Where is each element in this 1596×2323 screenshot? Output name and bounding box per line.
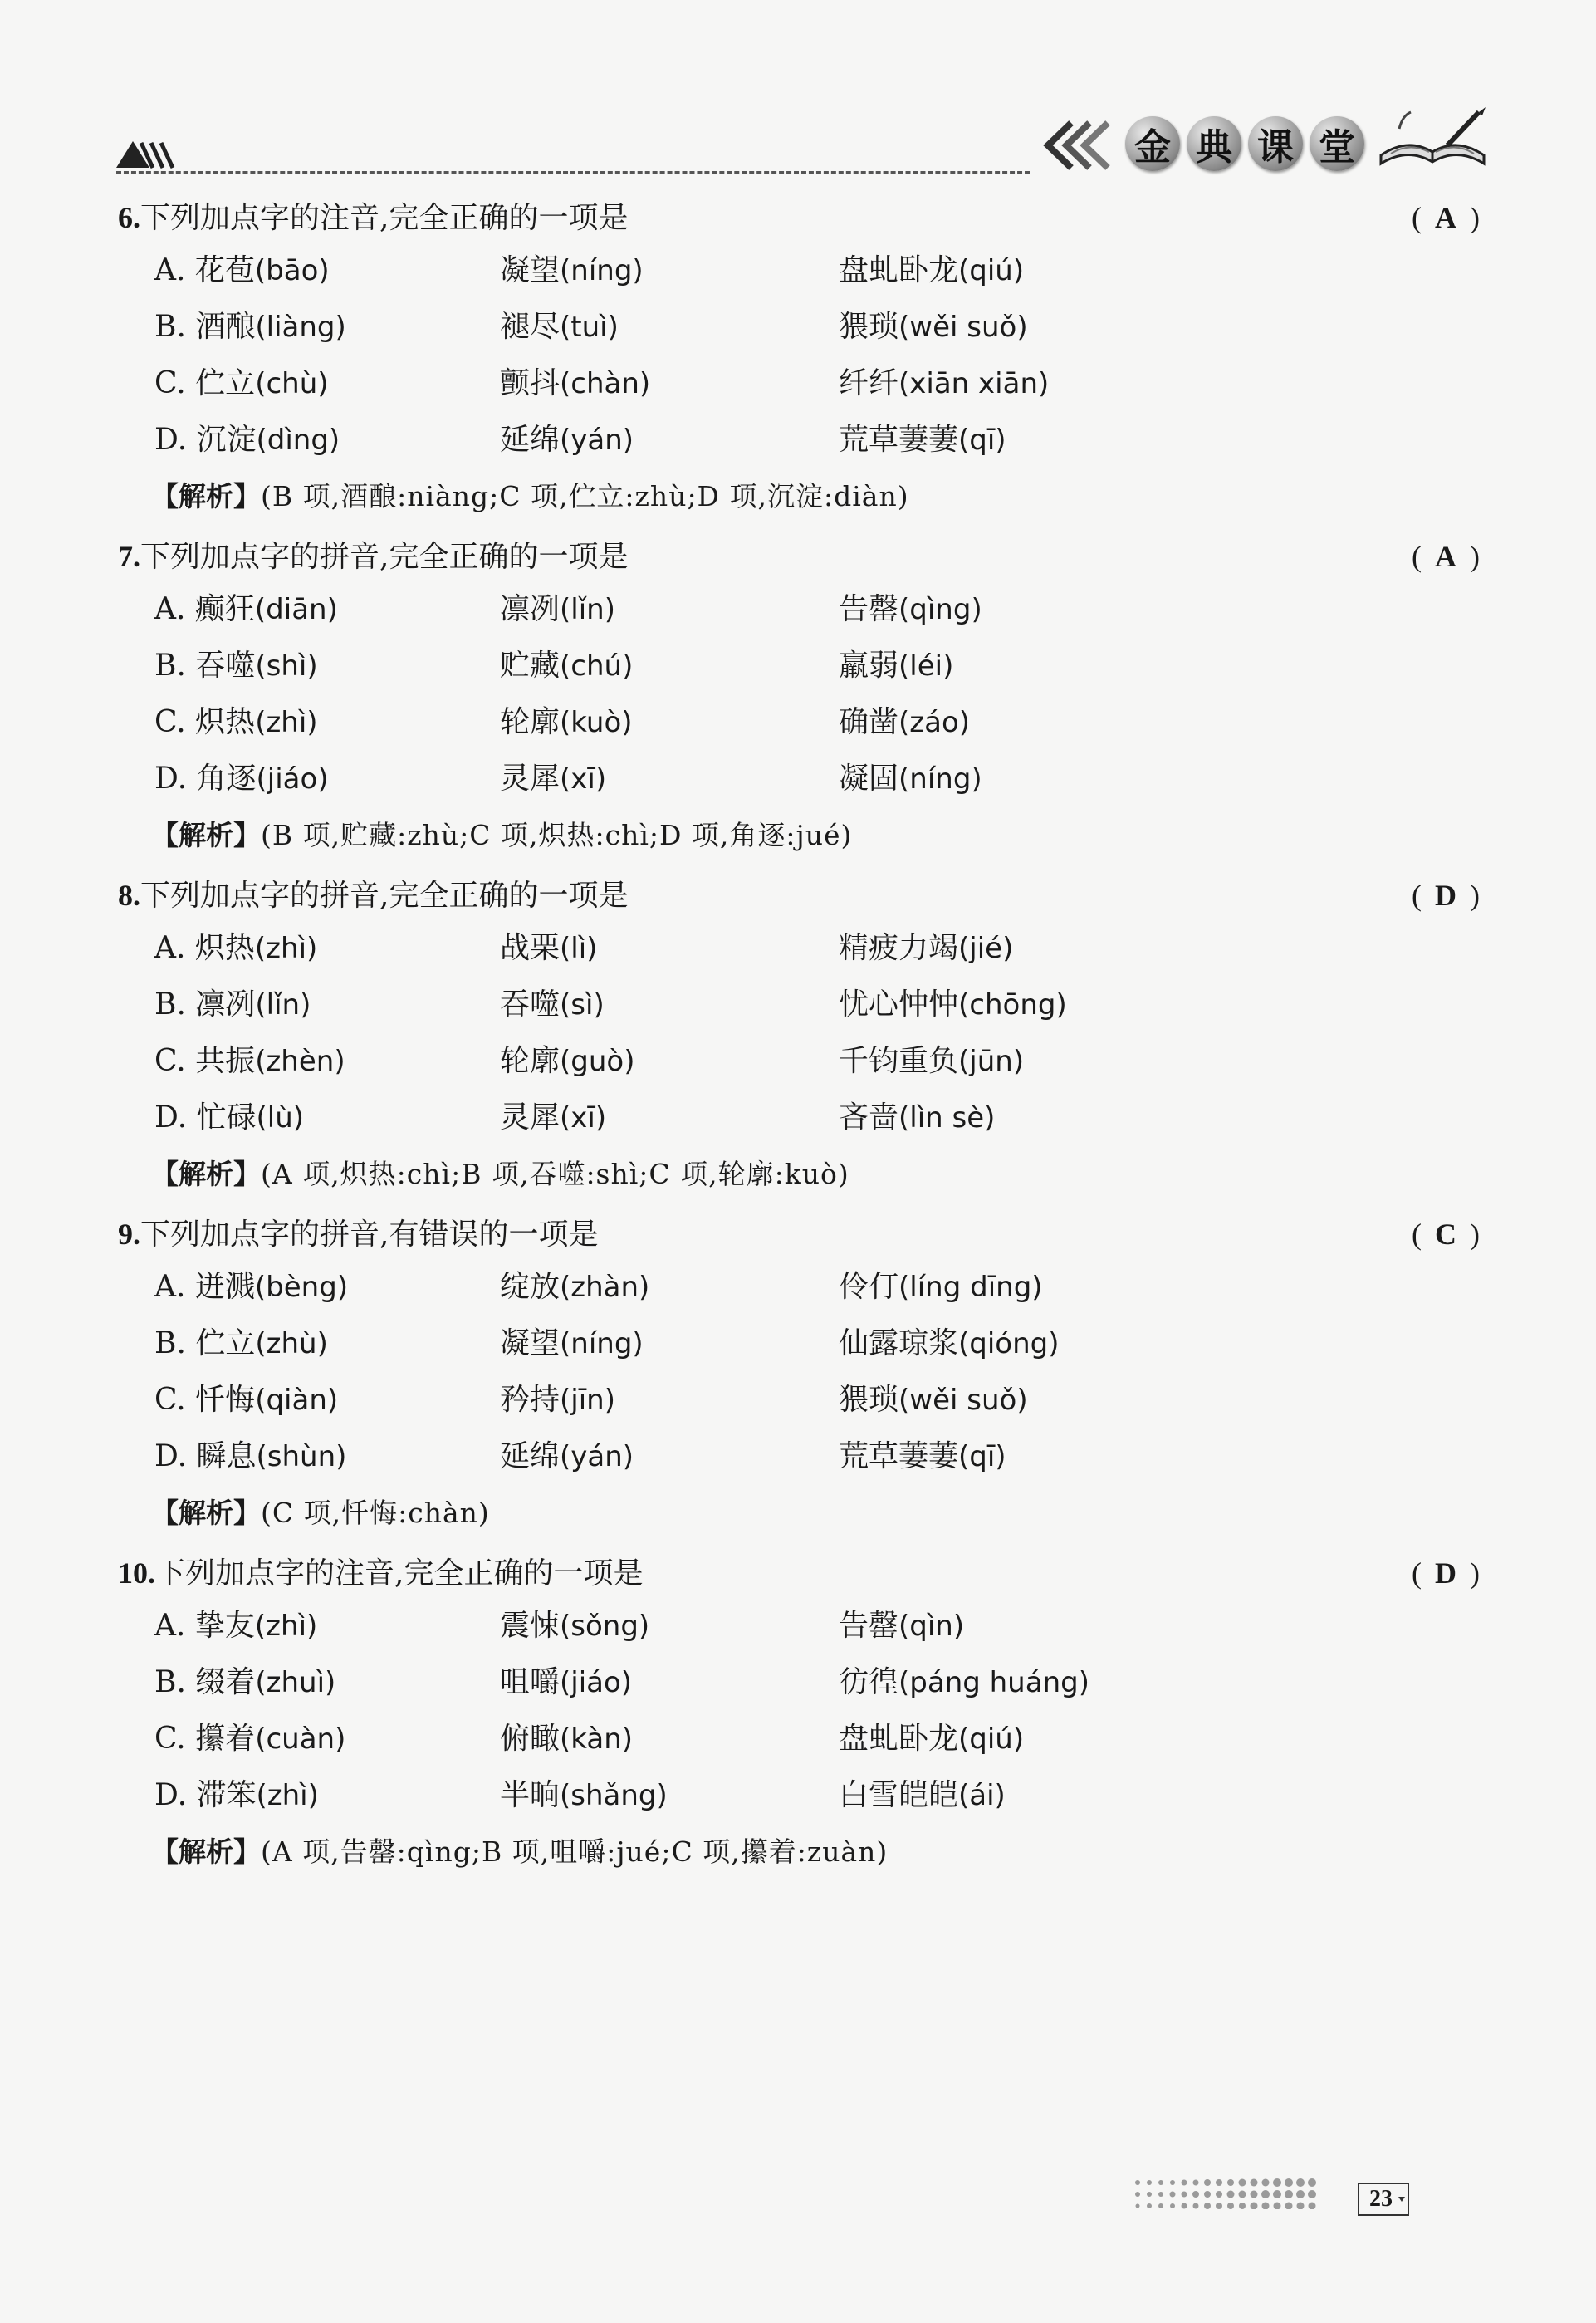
option-letter: D. bbox=[154, 1778, 188, 1812]
option-item bbox=[500, 1429, 634, 1485]
analysis-label: 【解析】 bbox=[151, 1835, 261, 1868]
option-item bbox=[839, 412, 1006, 468]
option-pinyin: (lì) bbox=[560, 932, 598, 965]
analysis-line bbox=[151, 807, 1480, 864]
option-pinyin: (jīn) bbox=[560, 1384, 615, 1417]
option-word: 战栗 bbox=[500, 931, 561, 965]
option-item bbox=[154, 1711, 345, 1767]
option-pinyin: (shì) bbox=[255, 649, 318, 683]
answer-bracket: ( A ) bbox=[1412, 193, 1480, 243]
option-item bbox=[500, 1033, 634, 1090]
option-word: 颤抖 bbox=[500, 366, 561, 400]
option-item bbox=[500, 412, 634, 468]
option-pinyin: (bèng) bbox=[254, 1271, 349, 1304]
option-word: 延绵 bbox=[500, 1439, 561, 1473]
option-word: 贮藏 bbox=[500, 649, 561, 683]
option-word: 伫立 bbox=[195, 366, 256, 400]
option-row bbox=[118, 355, 1480, 412]
option-row bbox=[118, 1316, 1480, 1372]
analysis-line bbox=[151, 1485, 1480, 1541]
option-item bbox=[500, 638, 633, 694]
analysis-label: 【解析】 bbox=[151, 1497, 261, 1529]
option-pinyin: (jiáo) bbox=[560, 1666, 633, 1699]
option-pinyin: (zhàn) bbox=[560, 1271, 650, 1304]
footer-dot-pattern bbox=[1129, 2176, 1329, 2209]
answer-bracket: ( A ) bbox=[1412, 532, 1480, 581]
question-stem bbox=[118, 1548, 1480, 1598]
option-word: 确凿 bbox=[839, 705, 899, 739]
option-pinyin: (qióng) bbox=[958, 1327, 1060, 1360]
option-row bbox=[118, 1033, 1480, 1090]
answer-bracket: ( D ) bbox=[1412, 870, 1480, 920]
option-pinyin: (chōng) bbox=[958, 988, 1067, 1022]
option-item bbox=[500, 1654, 632, 1711]
option-pinyin: (lǐn) bbox=[255, 988, 311, 1022]
option-pinyin: (zhì) bbox=[255, 706, 318, 739]
option-pinyin: (kuò) bbox=[560, 706, 633, 739]
option-pinyin: (qī) bbox=[958, 1440, 1006, 1473]
option-item bbox=[500, 1767, 668, 1824]
option-letter: C. bbox=[154, 1383, 186, 1417]
brand-char: 典 bbox=[1187, 116, 1241, 171]
option-pinyin: (ái) bbox=[958, 1779, 1006, 1812]
option-pinyin: (zhèn) bbox=[255, 1045, 345, 1078]
option-item bbox=[154, 694, 318, 751]
analysis-text: (A 项,告罄:qìng;B 项,咀嚼:jué;C 项,攥着:zuàn) bbox=[261, 1835, 889, 1868]
option-pinyin: (páng huáng) bbox=[898, 1666, 1089, 1699]
option-word: 延绵 bbox=[500, 423, 561, 457]
option-row bbox=[118, 694, 1480, 751]
question-number: 8. bbox=[118, 879, 140, 912]
option-item bbox=[154, 355, 329, 412]
option-item bbox=[839, 581, 982, 638]
option-word: 咀嚼 bbox=[500, 1665, 561, 1699]
option-row bbox=[118, 1372, 1480, 1429]
option-item bbox=[500, 581, 615, 638]
option-word: 绽放 bbox=[500, 1270, 561, 1304]
option-item bbox=[154, 243, 330, 299]
option-item bbox=[839, 977, 1067, 1033]
option-item bbox=[154, 1033, 345, 1090]
option-pinyin: (qìn) bbox=[898, 1610, 965, 1643]
option-pinyin: (níng) bbox=[898, 762, 982, 796]
option-item bbox=[500, 355, 650, 412]
option-word: 灵犀 bbox=[500, 762, 561, 796]
option-pinyin: (qiú) bbox=[958, 254, 1025, 287]
option-row bbox=[118, 920, 1480, 977]
option-word: 吝啬 bbox=[839, 1100, 899, 1135]
option-word: 凛冽 bbox=[500, 592, 561, 626]
option-word: 滞笨 bbox=[196, 1778, 257, 1812]
option-pinyin: (zhù) bbox=[255, 1327, 328, 1360]
question-stem bbox=[118, 532, 1480, 581]
analysis-line bbox=[151, 1146, 1480, 1203]
option-pinyin: (lù) bbox=[256, 1101, 305, 1135]
option-pinyin: (shǎng) bbox=[560, 1779, 668, 1812]
option-pinyin: (guò) bbox=[560, 1045, 635, 1078]
option-item bbox=[839, 751, 982, 807]
analysis-text: (C 项,忏悔:chàn) bbox=[261, 1497, 490, 1529]
option-word: 伶仃 bbox=[839, 1270, 899, 1304]
option-word: 猥琐 bbox=[839, 1383, 899, 1417]
option-row bbox=[118, 243, 1480, 299]
option-word: 羸弱 bbox=[839, 649, 899, 683]
option-pinyin: (chù) bbox=[255, 367, 329, 400]
option-letter: A. bbox=[154, 931, 186, 965]
option-item bbox=[154, 581, 338, 638]
question-number: 9. bbox=[118, 1218, 140, 1251]
option-pinyin: (yán) bbox=[560, 1440, 634, 1473]
answer-bracket: ( D ) bbox=[1412, 1548, 1480, 1598]
question-block bbox=[118, 870, 1480, 1203]
option-item bbox=[839, 1598, 964, 1654]
option-pinyin: (jié) bbox=[958, 932, 1014, 965]
option-word: 沉淀 bbox=[196, 423, 257, 457]
option-word: 千钧重负 bbox=[839, 1044, 959, 1078]
option-letter: C. bbox=[154, 366, 186, 400]
option-pinyin: (diān) bbox=[254, 593, 338, 626]
question-text: 下列加点字的拼音,有错误的一项是 bbox=[140, 1218, 599, 1252]
option-letter: A. bbox=[154, 1270, 186, 1304]
question-stem bbox=[118, 193, 1480, 243]
option-word: 忏悔 bbox=[195, 1383, 256, 1417]
option-item bbox=[500, 694, 633, 751]
option-word: 缀着 bbox=[195, 1665, 256, 1699]
option-pinyin: (zhuì) bbox=[255, 1666, 336, 1699]
option-letter: B. bbox=[154, 1665, 186, 1699]
option-pinyin: (xī) bbox=[560, 1101, 607, 1135]
option-letter: A. bbox=[154, 1609, 186, 1643]
option-item bbox=[500, 299, 619, 355]
option-pinyin: (shùn) bbox=[256, 1440, 347, 1473]
option-pinyin: (tuì) bbox=[560, 311, 619, 344]
option-word: 共振 bbox=[195, 1044, 256, 1078]
analysis-line bbox=[151, 1824, 1480, 1880]
option-item bbox=[839, 920, 1013, 977]
page-number-box bbox=[1358, 2183, 1409, 2216]
analysis-text: (A 项,炽热:chì;B 项,吞噬:shì;C 项,轮廓:kuò) bbox=[261, 1158, 849, 1190]
option-word: 迸溅 bbox=[194, 1270, 255, 1304]
option-item bbox=[154, 1654, 335, 1711]
option-row bbox=[118, 977, 1480, 1033]
answer-bracket: ( C ) bbox=[1412, 1209, 1480, 1259]
triangle-mark-icon bbox=[116, 140, 183, 169]
analysis-text: (B 项,贮藏:zhù;C 项,炽热:chì;D 项,角逐:jué) bbox=[261, 819, 853, 851]
small-triangle-icon bbox=[1398, 2197, 1405, 2202]
answer-letter: D bbox=[1435, 879, 1456, 912]
option-item bbox=[154, 412, 340, 468]
option-pinyin: (zhì) bbox=[254, 932, 318, 965]
option-letter: D. bbox=[154, 1439, 188, 1473]
option-word: 癫狂 bbox=[194, 592, 255, 626]
option-letter: C. bbox=[154, 1722, 186, 1756]
option-pinyin: (zhì) bbox=[254, 1610, 318, 1643]
option-word: 半晌 bbox=[500, 1778, 561, 1812]
option-word: 精疲力竭 bbox=[839, 931, 959, 965]
option-pinyin: (dìng) bbox=[256, 424, 340, 457]
option-pinyin: (jiáo) bbox=[256, 762, 329, 796]
option-word: 炽热 bbox=[194, 931, 255, 965]
option-word: 凛冽 bbox=[195, 988, 256, 1022]
option-letter: D. bbox=[154, 423, 188, 457]
option-row bbox=[118, 1711, 1480, 1767]
option-letter: B. bbox=[154, 988, 186, 1022]
chevron-left-icon bbox=[1038, 116, 1117, 174]
question-stem bbox=[118, 870, 1480, 920]
option-item bbox=[154, 1598, 317, 1654]
question-block bbox=[118, 193, 1480, 525]
option-pinyin: (zhì) bbox=[256, 1779, 319, 1812]
option-word: 轮廓 bbox=[500, 705, 561, 739]
option-item bbox=[154, 299, 346, 355]
question-block bbox=[118, 1209, 1480, 1541]
option-word: 俯瞰 bbox=[500, 1722, 561, 1756]
option-word: 告罄 bbox=[839, 1609, 899, 1643]
option-item bbox=[154, 1429, 346, 1485]
answer-letter: D bbox=[1435, 1556, 1456, 1590]
option-word: 吞噬 bbox=[195, 649, 256, 683]
option-item bbox=[500, 920, 597, 977]
option-item bbox=[500, 751, 606, 807]
option-pinyin: (lǐn) bbox=[560, 593, 615, 626]
option-row bbox=[118, 1429, 1480, 1485]
option-row bbox=[118, 581, 1480, 638]
option-pinyin: (sì) bbox=[560, 988, 605, 1022]
option-word: 轮廓 bbox=[500, 1044, 561, 1078]
option-item bbox=[839, 1259, 1043, 1316]
option-item bbox=[500, 1372, 615, 1429]
question-text: 下列加点字的拼音,完全正确的一项是 bbox=[140, 879, 629, 913]
option-item bbox=[500, 243, 644, 299]
question-text: 下列加点字的注音,完全正确的一项是 bbox=[155, 1556, 644, 1590]
option-item bbox=[154, 1372, 338, 1429]
option-word: 忧心忡忡 bbox=[839, 988, 959, 1022]
brand-char: 课 bbox=[1248, 116, 1303, 171]
option-item bbox=[500, 1259, 649, 1316]
option-item bbox=[839, 638, 953, 694]
answer-letter: C bbox=[1435, 1218, 1456, 1251]
option-item bbox=[500, 1090, 606, 1146]
option-item bbox=[839, 694, 970, 751]
option-pinyin: (liàng) bbox=[255, 311, 346, 344]
option-word: 花苞 bbox=[194, 253, 255, 287]
option-word: 矜持 bbox=[500, 1383, 561, 1417]
answer-letter: A bbox=[1435, 540, 1456, 573]
option-word: 瞬息 bbox=[196, 1439, 257, 1473]
option-item bbox=[500, 977, 605, 1033]
analysis-label: 【解析】 bbox=[151, 480, 261, 512]
question-block bbox=[118, 532, 1480, 864]
option-item bbox=[839, 1767, 1006, 1824]
option-item bbox=[839, 1711, 1024, 1767]
option-item bbox=[500, 1711, 633, 1767]
option-word: 荒草萋萋 bbox=[839, 423, 959, 457]
option-item bbox=[839, 1033, 1024, 1090]
option-letter: B. bbox=[154, 310, 186, 344]
page-number: 23 bbox=[1369, 2186, 1393, 2212]
brand-title bbox=[1125, 116, 1364, 171]
option-pinyin: (qìng) bbox=[898, 593, 982, 626]
option-word: 纤纤 bbox=[839, 366, 899, 400]
option-pinyin: (yán) bbox=[560, 424, 634, 457]
option-pinyin: (qiú) bbox=[958, 1723, 1025, 1756]
option-item bbox=[500, 1598, 649, 1654]
option-word: 伫立 bbox=[195, 1326, 256, 1360]
option-word: 酒酿 bbox=[195, 310, 256, 344]
option-word: 告罄 bbox=[839, 592, 899, 626]
option-letter: A. bbox=[154, 592, 186, 626]
option-pinyin: (chú) bbox=[560, 649, 634, 683]
option-word: 盘虬卧龙 bbox=[839, 1722, 959, 1756]
option-word: 猥琐 bbox=[839, 310, 899, 344]
option-pinyin: (chàn) bbox=[560, 367, 651, 400]
option-word: 盘虬卧龙 bbox=[839, 253, 959, 287]
option-row bbox=[118, 1259, 1480, 1316]
option-letter: A. bbox=[154, 253, 186, 287]
option-word: 炽热 bbox=[195, 705, 256, 739]
option-pinyin: (léi) bbox=[898, 649, 954, 683]
option-pinyin: (bāo) bbox=[254, 254, 330, 287]
option-word: 白雪皑皑 bbox=[839, 1778, 959, 1812]
analysis-text: (B 项,酒酿:niàng;C 项,伫立:zhù;D 项,沉淀:diàn) bbox=[261, 480, 909, 512]
option-letter: D. bbox=[154, 762, 188, 796]
option-word: 仙露琼浆 bbox=[839, 1326, 959, 1360]
option-row bbox=[118, 412, 1480, 468]
answer-letter: A bbox=[1435, 201, 1456, 234]
option-letter: D. bbox=[154, 1100, 188, 1135]
option-word: 吞噬 bbox=[500, 988, 561, 1022]
option-item bbox=[839, 1429, 1006, 1485]
option-word: 灵犀 bbox=[500, 1100, 561, 1135]
option-pinyin: (qiàn) bbox=[255, 1384, 339, 1417]
option-item bbox=[154, 1090, 304, 1146]
brand-char: 金 bbox=[1125, 116, 1180, 171]
option-word: 荒草萋萋 bbox=[839, 1439, 959, 1473]
option-row bbox=[118, 1090, 1480, 1146]
option-pinyin: (xī) bbox=[560, 762, 607, 796]
option-word: 褪尽 bbox=[500, 310, 561, 344]
question-number: 7. bbox=[118, 540, 140, 573]
option-pinyin: (níng) bbox=[560, 1327, 644, 1360]
question-text: 下列加点字的注音,完全正确的一项是 bbox=[140, 201, 629, 235]
option-item bbox=[154, 1316, 328, 1372]
question-block bbox=[118, 1548, 1480, 1880]
question-number: 10. bbox=[118, 1556, 155, 1590]
option-item bbox=[839, 355, 1049, 412]
option-pinyin: (líng dīng) bbox=[898, 1271, 1043, 1304]
option-letter: B. bbox=[154, 1326, 186, 1360]
option-pinyin: (cuàn) bbox=[255, 1723, 346, 1756]
option-pinyin: (sǒng) bbox=[560, 1610, 650, 1643]
option-pinyin: (wěi suǒ) bbox=[898, 1384, 1028, 1417]
brand-char: 堂 bbox=[1310, 116, 1364, 171]
option-word: 凝固 bbox=[839, 762, 899, 796]
option-pinyin: (kàn) bbox=[560, 1723, 634, 1756]
option-item bbox=[154, 1767, 319, 1824]
option-letter: B. bbox=[154, 649, 186, 683]
option-item bbox=[154, 751, 329, 807]
option-row bbox=[118, 1654, 1480, 1711]
question-stem bbox=[118, 1209, 1480, 1259]
option-item bbox=[154, 638, 318, 694]
header-dashed-rule bbox=[116, 171, 1030, 174]
option-word: 攥着 bbox=[195, 1722, 256, 1756]
option-item bbox=[154, 1259, 348, 1316]
option-word: 凝望 bbox=[500, 1326, 561, 1360]
analysis-line bbox=[151, 468, 1480, 525]
analysis-label: 【解析】 bbox=[151, 819, 261, 851]
option-row bbox=[118, 1598, 1480, 1654]
option-pinyin: (níng) bbox=[560, 254, 644, 287]
option-word: 挚友 bbox=[194, 1609, 255, 1643]
option-item bbox=[500, 1316, 644, 1372]
option-item bbox=[839, 1654, 1089, 1711]
option-item bbox=[839, 243, 1024, 299]
option-pinyin: (jūn) bbox=[958, 1045, 1025, 1078]
question-text: 下列加点字的拼音,完全正确的一项是 bbox=[140, 540, 629, 574]
option-row bbox=[118, 638, 1480, 694]
option-letter: C. bbox=[154, 705, 186, 739]
open-book-pencil-icon bbox=[1374, 104, 1491, 170]
option-pinyin: (záo) bbox=[898, 706, 971, 739]
option-item bbox=[839, 1090, 995, 1146]
option-word: 彷徨 bbox=[839, 1665, 899, 1699]
option-pinyin: (wěi suǒ) bbox=[898, 311, 1028, 344]
option-item bbox=[839, 1372, 1028, 1429]
option-row bbox=[118, 299, 1480, 355]
option-item bbox=[839, 299, 1028, 355]
analysis-label: 【解析】 bbox=[151, 1158, 261, 1190]
option-word: 角逐 bbox=[196, 762, 257, 796]
option-pinyin: (qī) bbox=[958, 424, 1006, 457]
option-item bbox=[839, 1316, 1060, 1372]
option-word: 震悚 bbox=[500, 1609, 561, 1643]
option-pinyin: (xiān xiān) bbox=[898, 367, 1050, 400]
option-word: 忙碌 bbox=[196, 1100, 257, 1135]
option-item bbox=[154, 920, 317, 977]
option-word: 凝望 bbox=[500, 253, 561, 287]
question-number: 6. bbox=[118, 201, 140, 234]
option-row bbox=[118, 1767, 1480, 1824]
option-letter: C. bbox=[154, 1044, 186, 1078]
option-item bbox=[154, 977, 311, 1033]
option-pinyin: (lìn sè) bbox=[898, 1101, 996, 1135]
option-row bbox=[118, 751, 1480, 807]
